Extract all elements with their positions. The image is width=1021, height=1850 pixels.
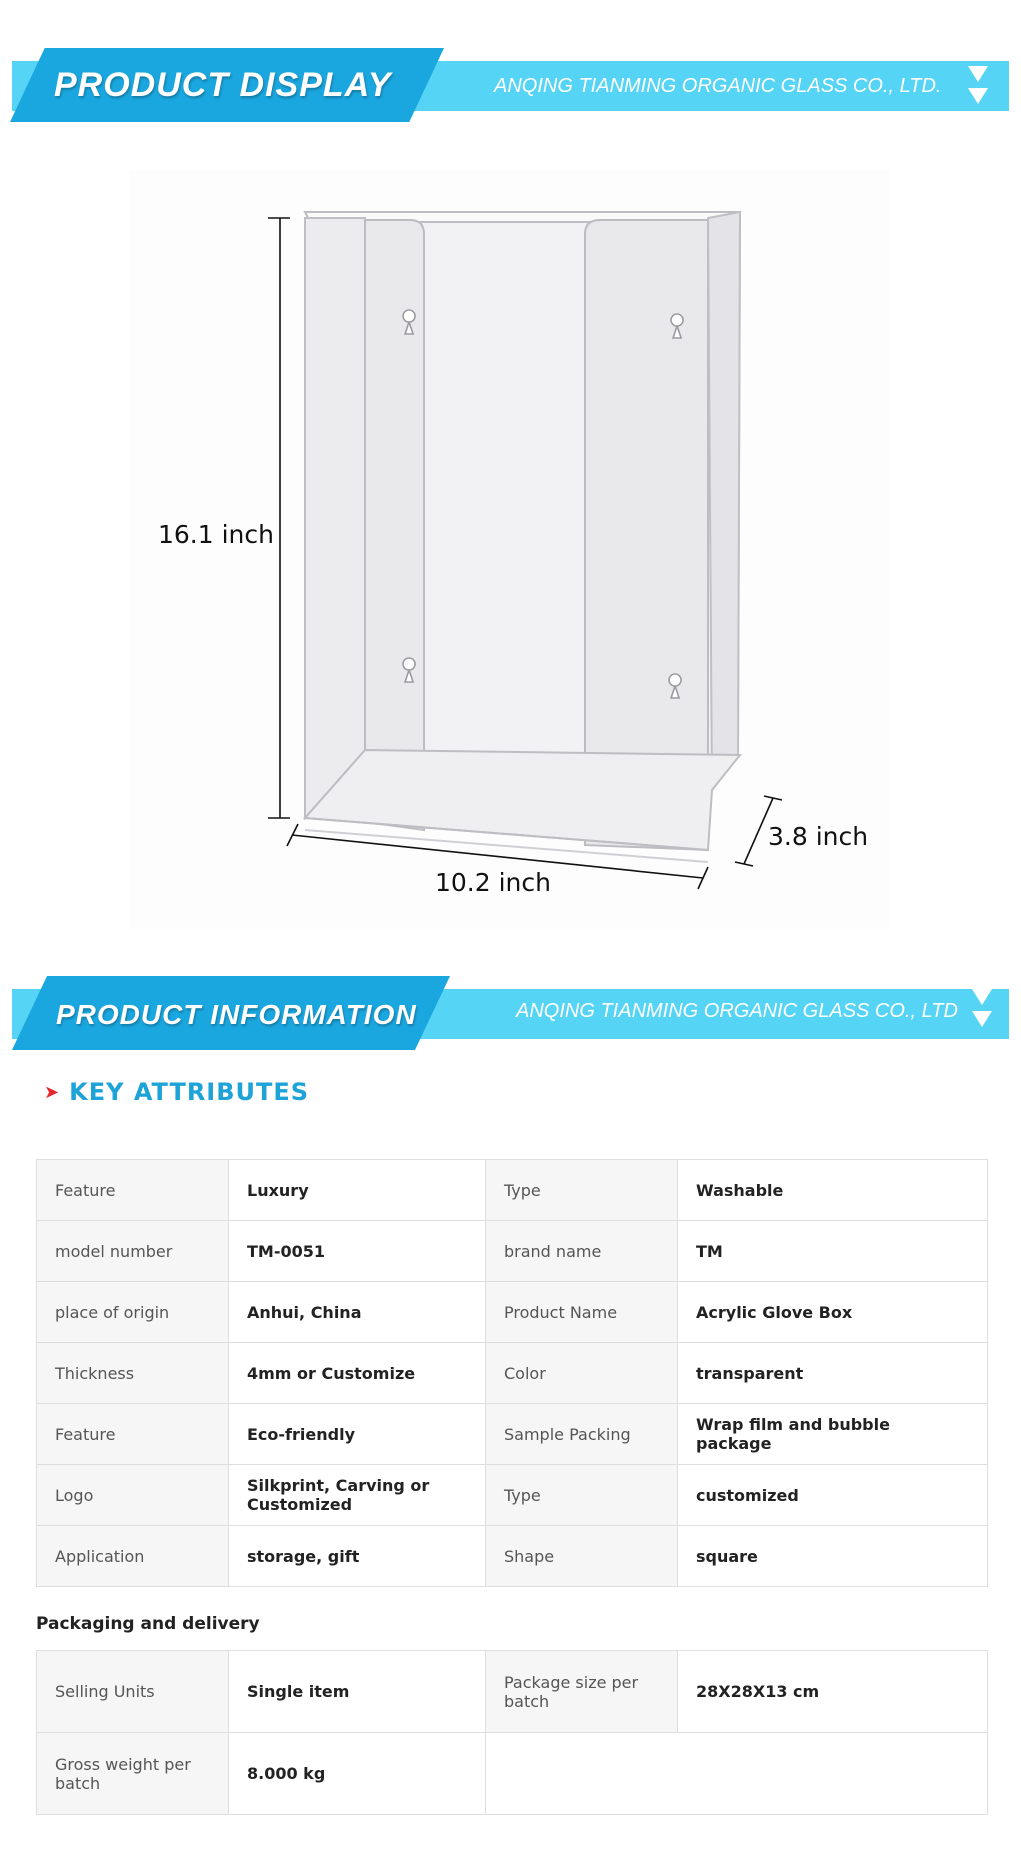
banner-title: PRODUCT DISPLAY	[54, 66, 392, 104]
table-row	[37, 1465, 988, 1526]
attribute-key: Product Name	[486, 1282, 678, 1343]
attribute-key: Type	[486, 1160, 678, 1221]
attribute-value: 28X28X13 cm	[678, 1651, 988, 1733]
key-attributes-title: KEY ATTRIBUTES	[69, 1078, 310, 1106]
attribute-key: Application	[37, 1526, 229, 1587]
attribute-key: place of origin	[37, 1282, 229, 1343]
key-attributes-heading	[44, 1078, 309, 1106]
attribute-value: 8.000 kg	[229, 1733, 486, 1815]
attribute-value: TM	[678, 1221, 988, 1282]
table-row	[37, 1160, 988, 1221]
attribute-value: Acrylic Glove Box	[678, 1282, 988, 1343]
attribute-value: 4mm or Customize	[229, 1343, 486, 1404]
product-display-banner	[0, 48, 1021, 128]
attribute-key: Logo	[37, 1465, 229, 1526]
product-information-banner	[0, 976, 1021, 1056]
attribute-value: Wrap film and bubble package	[678, 1404, 988, 1465]
empty-cell	[486, 1733, 988, 1815]
attribute-key: Shape	[486, 1526, 678, 1587]
attribute-value: Luxury	[229, 1160, 486, 1221]
attribute-value: Washable	[678, 1160, 988, 1221]
attribute-key: Gross weight per batch	[37, 1733, 229, 1815]
red-arrow-icon: ➤	[44, 1081, 60, 1102]
attribute-value: storage, gift	[229, 1526, 486, 1587]
table-row	[37, 1343, 988, 1404]
table-row	[37, 1282, 988, 1343]
depth-dimension-label: 3.8 inch	[768, 822, 869, 851]
attribute-value: transparent	[678, 1343, 988, 1404]
packaging-title: Packaging and delivery	[36, 1614, 260, 1634]
attribute-value: Eco-friendly	[229, 1404, 486, 1465]
table-row	[37, 1404, 988, 1465]
attribute-key: Selling Units	[37, 1651, 229, 1733]
table-row	[37, 1221, 988, 1282]
attribute-key: Type	[486, 1465, 678, 1526]
table-row	[37, 1651, 988, 1733]
attribute-key: Sample Packing	[486, 1404, 678, 1465]
attribute-value: square	[678, 1526, 988, 1587]
product-illustration	[0, 150, 1021, 950]
attribute-value: TM-0051	[229, 1221, 486, 1282]
double-chevron-down-icon	[970, 987, 994, 1031]
attribute-key: brand name	[486, 1221, 678, 1282]
attribute-key: model number	[37, 1221, 229, 1282]
packaging-table	[36, 1650, 988, 1815]
key-attributes-table	[36, 1159, 988, 1587]
attribute-value: Anhui, China	[229, 1282, 486, 1343]
table-row	[37, 1733, 988, 1815]
attribute-key: Package size per batch	[486, 1651, 678, 1733]
attribute-value: Silkprint, Carving or Customized	[229, 1465, 486, 1526]
table-row	[37, 1526, 988, 1587]
attribute-key: Thickness	[37, 1343, 229, 1404]
attribute-key: Feature	[37, 1160, 229, 1221]
attribute-key: Color	[486, 1343, 678, 1404]
banner-title: PRODUCT INFORMATION	[56, 999, 417, 1030]
double-chevron-down-icon	[966, 64, 990, 108]
attribute-key: Feature	[37, 1404, 229, 1465]
height-dimension-label: 16.1 inch	[158, 520, 274, 549]
attribute-value: Single item	[229, 1651, 486, 1733]
attribute-value: customized	[678, 1465, 988, 1526]
banner-company-name: ANQING TIANMING ORGANIC GLASS CO., LTD	[516, 1000, 958, 1022]
banner-company-name: ANQING TIANMING ORGANIC GLASS CO., LTD.	[494, 75, 942, 97]
width-dimension-label: 10.2 inch	[435, 868, 551, 897]
